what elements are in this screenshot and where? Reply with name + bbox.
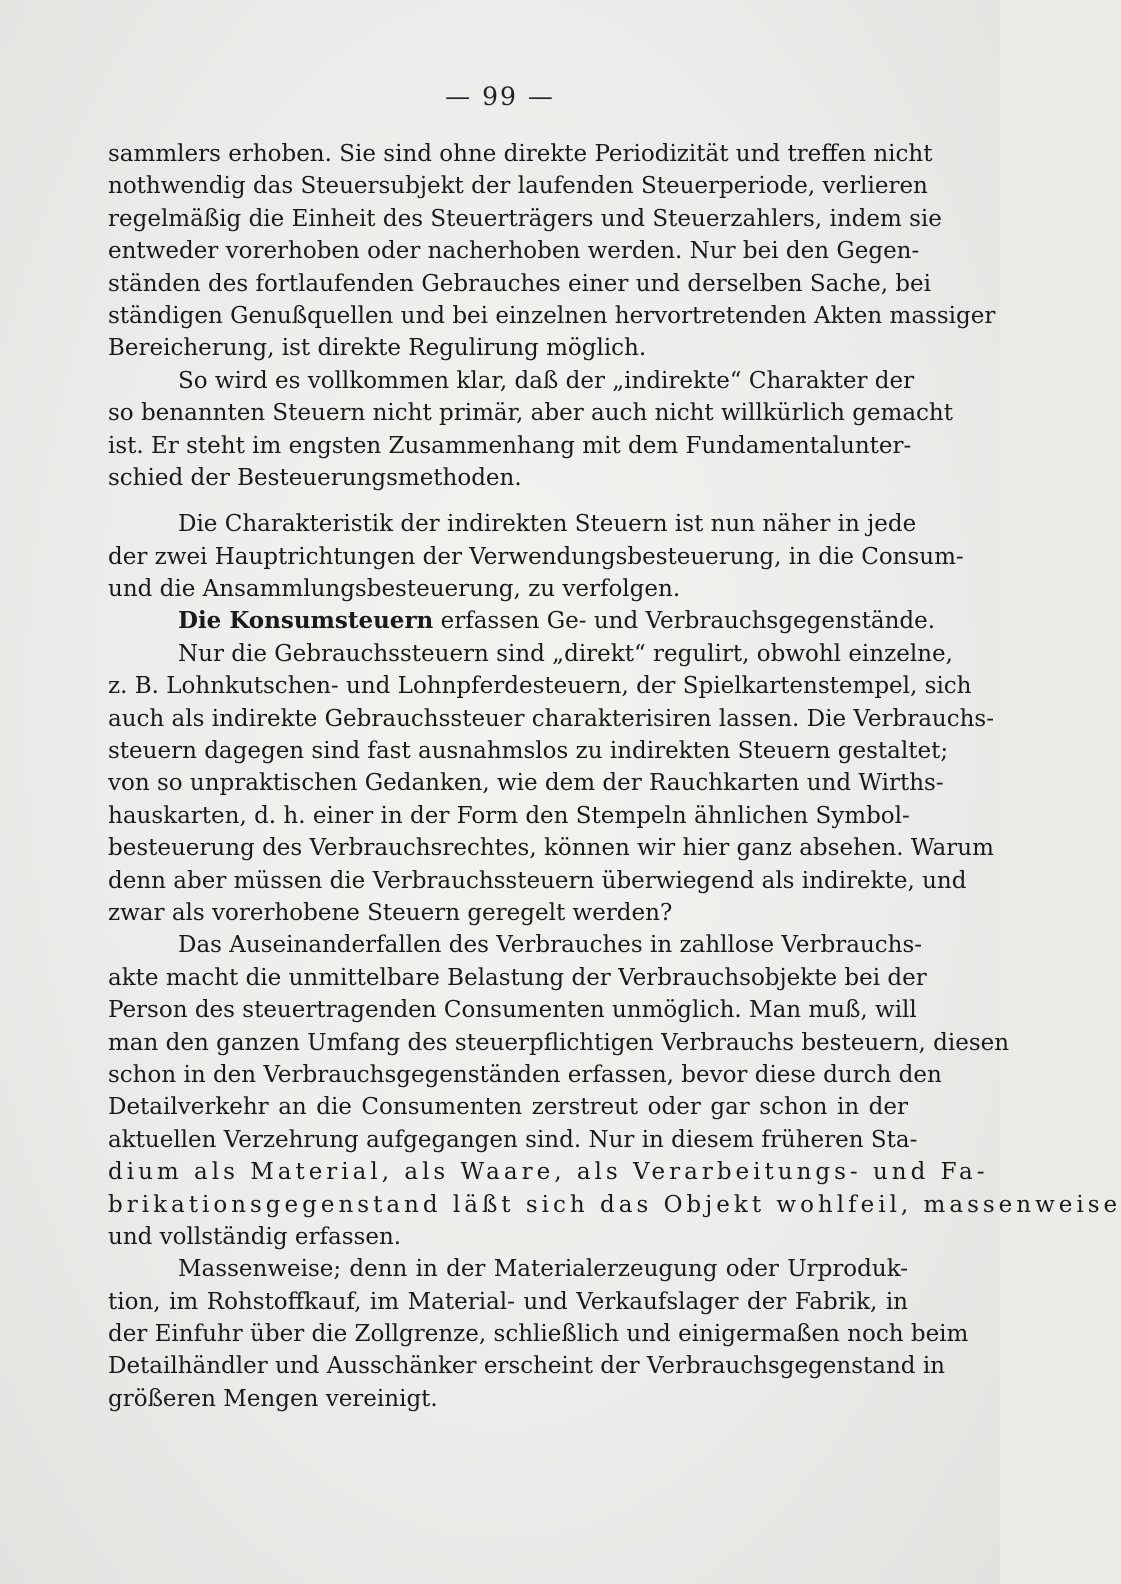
text-line: der zwei Hauptrichtungen der Verwendungsbesteuerung, in die Consum-	[108, 543, 964, 570]
text-line: aktuellen Verzehrung aufgegangen sind. Nur in diesem früheren Sta-	[108, 1126, 918, 1153]
text-line: nothwendig das Steuersubjekt der laufenden Steuerperiode, verlieren	[108, 173, 928, 200]
page-body	[108, 138, 1121, 1415]
text-line: Die Charakteristik der indirekten Steuern ist nun näher in jede	[178, 511, 917, 538]
text-line: akte macht die unmittelbare Belastung der Verbrauchsobjekte bei der	[108, 964, 927, 991]
text-line: tion, im Rohstoffkauf, im Material- und Verkaufslager der Fabrik, in	[108, 1288, 908, 1315]
text-line: zwar als vorerhobene Steuern geregelt werden?	[108, 899, 673, 926]
paragraph	[108, 929, 1121, 1253]
text-line: ständigen Genußquellen und bei einzelnen hervortretenden Akten massiger	[108, 302, 996, 329]
text-line: der Einfuhr über die Zollgrenze, schließlich und einigermaßen noch beim	[108, 1321, 969, 1348]
text-line: größeren Mengen vereinigt.	[108, 1385, 438, 1412]
text-line: besteuerung des Verbrauchsrechtes, können wir hier ganz absehen. Warum	[108, 835, 994, 862]
text-line: Massenweise; denn in der Materialerzeugung oder Urproduk-	[178, 1256, 908, 1283]
text-line: Das Auseinanderfallen des Verbrauches in zahllose Verbrauchs-	[178, 932, 923, 959]
text-line: schon in den Verbrauchsgegenständen erfassen, bevor diese durch den	[108, 1061, 942, 1088]
text-line: schied der Besteuerungsmethoden.	[108, 464, 522, 491]
text-line: von so unpraktischen Gedanken, wie dem der Rauchkarten und Wirths-	[108, 770, 944, 797]
paragraph	[108, 138, 996, 365]
text-line: so benannten Steuern nicht primär, aber auch nicht willkürlich gemacht	[108, 400, 953, 427]
text-line: ist. Er steht im engsten Zusammenhang mit dem Fundamentalunter-	[108, 432, 912, 459]
text-line: hauskarten, d. h. einer in der Form den Stempeln ähnlichen Symbol-	[108, 802, 910, 829]
page-number-header: — 99 —	[445, 82, 555, 111]
text-line: brikationsgegenstand läßt sich das Objekt wohlfeil, massenweise	[108, 1191, 1121, 1218]
text-line: Bereicherung, ist direkte Regulirung möglich.	[108, 335, 647, 362]
heading-continuation: erfassen Ge- und Verbrauchsgegenstände.	[433, 608, 936, 635]
paragraph	[108, 508, 964, 605]
text-line: entweder vorerhoben oder nacherhoben werden. Nur bei den Gegen-	[108, 238, 920, 265]
text-line: man den ganzen Umfang des steuerpflichtigen Verbrauchs besteuern, diesen	[108, 1029, 1010, 1056]
paragraph-gap	[108, 494, 908, 508]
section-heading: Die Konsumsteuern	[178, 607, 434, 635]
text-line: regelmäßig die Einheit des Steuerträgers und Steuerzahlers, indem sie	[108, 205, 942, 232]
text-line: steuern dagegen sind fast ausnahmslos zu indirekten Steuern gestaltet;	[108, 738, 949, 765]
text-line: Person des steuertragenden Consumenten unmöglich. Man muß, will	[108, 997, 917, 1024]
text-line: dium als Material, als Waare, als Verarbeitungs- und Fa-	[108, 1159, 989, 1186]
text-line: Detailhändler und Ausschänker erscheint der Verbrauchsgegenstand in	[108, 1353, 945, 1380]
text-line: denn aber müssen die Verbrauchssteuern überwiegend als indirekte, und	[108, 867, 967, 894]
text-line: Nur die Gebrauchssteuern sind „direkt“ regulirt, obwohl einzelne,	[178, 640, 953, 667]
text-line: ständen des fortlaufenden Gebrauches einer und derselben Sache, bei	[108, 270, 932, 297]
paragraph	[108, 638, 994, 930]
text-line: und die Ansammlungsbesteuerung, zu verfolgen.	[108, 576, 681, 603]
paragraph	[108, 365, 953, 495]
text-line: So wird es vollkommen klar, daß der „indirekte“ Charakter der	[178, 367, 915, 394]
text-line: Detailverkehr an die Consumenten zerstreut oder gar schon in der	[108, 1094, 908, 1121]
text-line: sammlers erhoben. Sie sind ohne direkte Periodizität und treffen nicht	[108, 141, 933, 167]
text-line: und vollständig erfassen.	[108, 1223, 402, 1250]
text-line: z. B. Lohnkutschen- und Lohnpferdesteuern, der Spielkartenstempel, sich	[108, 673, 972, 700]
paragraph	[108, 605, 936, 637]
text-line: auch als indirekte Gebrauchssteuer charakterisiren lassen. Die Verbrauchs-	[108, 705, 994, 732]
paragraph	[108, 1253, 969, 1415]
text-line	[108, 605, 936, 637]
